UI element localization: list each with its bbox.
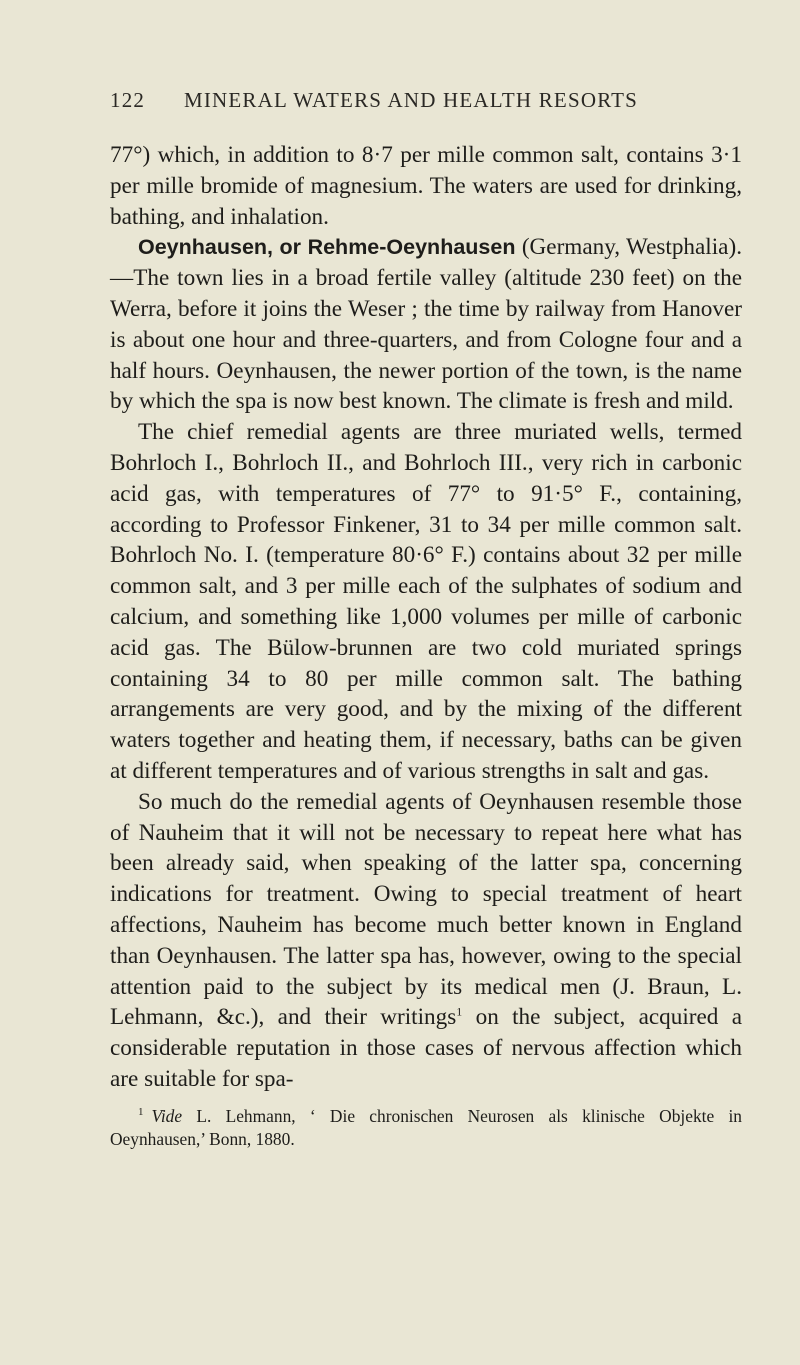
running-title: MINERAL WATERS AND HEALTH RESORTS xyxy=(183,88,639,112)
paragraph-comparison xyxy=(110,787,742,1095)
running-header: 122 MINERAL WATERS AND HEALTH RESORTS xyxy=(110,88,742,118)
paragraph-remedial-agents xyxy=(110,417,742,787)
paragraph-2-text: (Germany, Westphalia).—The town lies in a broad fertile valley (altitude 230 feet) on the Werra, before it joins the Weser ; the time by railway from Hanover is about one hour and three-quarters, and from Cologne four and a half hours. Oeynhausen, the newer portion of the town, is the name by which the spa is now best known. The climate is fresh and mild. xyxy=(110,234,742,415)
body-text xyxy=(110,140,742,1095)
footnote-mark: 1 xyxy=(138,1105,144,1118)
footnote-reference: 1 xyxy=(456,1004,463,1019)
paragraph-3-text: The chief remedial agents are three muriated wells, termed Bohrloch I., Bohrloch II., and Bohrloch III., very rich in carbonic acid gas, with temperatures of 77° to 91·5° F., containing, according to Professor Finkener, 31 to 34 per mille common salt. Bohrloch No. I. (temperature 80·6° F.) contains about 32 per mille common salt, and 3 per mille each of the sulphates of sodium and calcium, and something like 1,000 volumes per mille of carbonic acid gas. The Bülow-brunnen are two cold muriated springs containing 34 to 80 per mille common salt. The bathing arrangements are very good, and by the mixing of the different waters together and heating them, if necessary, baths can be given at different temperatures and of various strengths in salt and gas. xyxy=(110,419,742,784)
footnote xyxy=(110,1105,742,1151)
paragraph-continuation xyxy=(110,140,742,232)
paragraph-oeynhausen-intro xyxy=(110,232,742,417)
footnote-vide: Vide xyxy=(151,1105,183,1126)
paragraph-1-text: 77°) which, in addition to 8·7 per mille common salt, contains 3·1 per mille bromide of magnesium. The waters are used for drinking, bathing, and inhalation. xyxy=(110,142,742,230)
paragraph-4-text-a: So much do the remedial agents of Oeynhausen resemble those of Nauheim that it will not be necessary to repeat here what has been already said, when speaking of the latter spa, concerning indications for treatment. Owing to special treatment of heart affections, Nauheim has become much better known in England than Oeynhausen. The latter spa has, however, owing to the special attention paid to the subject by its medical men (J. Braun, L. Lehmann, &c.), and their writings xyxy=(110,788,742,1031)
footnote-text: L. Lehmann, ‘ Die chronischen Neurosen als klinische Objekte in Oeynhausen,’ Bonn, 1880. xyxy=(110,1105,742,1149)
entry-heading: Oeynhausen, or Rehme-Oeynhausen xyxy=(138,235,516,260)
paragraph-4-text-b: on the subject, acquired a considerable reputation in those cases of nervous affection which are suitable for spa- xyxy=(110,1004,742,1092)
